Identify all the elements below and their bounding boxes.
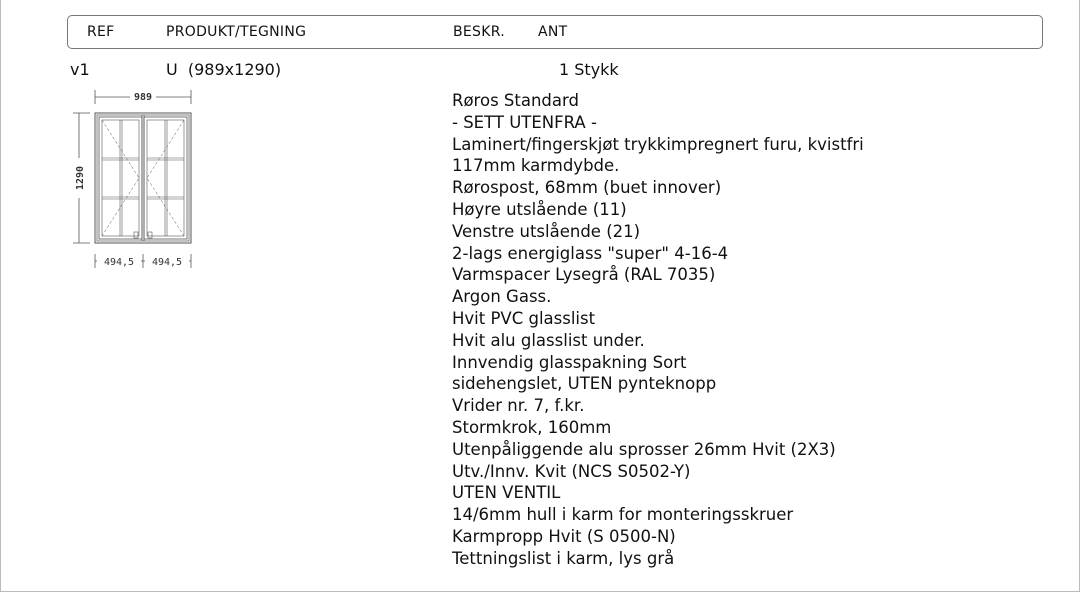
table-header <box>67 15 1043 49</box>
description-line: Tettningslist i karm, lys grå <box>452 548 675 568</box>
window-drawing <box>70 86 200 271</box>
description-line: Utenpåliggende alu sprosser 26mm Hvit (2X3) <box>452 439 836 459</box>
header-ref: REF <box>87 24 115 40</box>
height-label: 1290 <box>75 165 86 191</box>
item-quantity: 1 Stykk <box>559 60 619 79</box>
description-line: Hvit alu glasslist under. <box>452 330 645 350</box>
description-line: Røros Standard <box>452 91 579 110</box>
description-line: Laminert/fingerskjøt trykkimpregnert furu, kvistfri <box>452 134 864 154</box>
description-line: Hvit PVC glasslist <box>452 308 596 328</box>
header-produkt: PRODUKT/TEGNING <box>166 24 307 40</box>
description-line: 14/6mm hull i karm for monteringsskruer <box>452 505 794 525</box>
description-line: Utv./Innv. Kvit (NCS S0502-Y) <box>452 461 691 481</box>
description-line: Venstre utslående (21) <box>452 221 641 241</box>
description-line: Vrider nr. 7, f.kr. <box>452 396 585 416</box>
width-label: 989 <box>133 92 153 103</box>
description-line: UTEN VENTIL <box>452 483 561 503</box>
description-line: Argon Gass. <box>452 287 552 307</box>
description-line: Høyre utslående (11) <box>452 199 627 219</box>
description-list <box>452 90 864 570</box>
description-line: Varmspacer Lysegrå (RAL 7035) <box>452 265 716 285</box>
description-line: - SETT UTENFRA - <box>452 112 597 132</box>
description-line: Karmpropp Hvit (S 0500-N) <box>452 526 676 546</box>
description-line: 117mm karmdybde. <box>452 156 620 176</box>
description-line: Innvendig glasspakning Sort <box>452 352 687 372</box>
header-beskr: BESKR. <box>453 24 505 40</box>
window-frame <box>95 113 191 243</box>
description-line: sidehengslet, UTEN pynteknopp <box>452 374 717 394</box>
description-line: Stormkrok, 160mm <box>452 417 612 437</box>
header-ant: ANT <box>538 24 568 40</box>
description-line: 2-lags energiglass "super" 4-16-4 <box>452 243 729 263</box>
sash-left-label: 494,5 <box>103 257 135 268</box>
item-ref: v1 <box>70 60 90 79</box>
sash-right-label: 494,5 <box>151 257 183 268</box>
description-line: Rørospost, 68mm (buet innover) <box>452 178 722 198</box>
item-product: U (989x1290) <box>166 60 282 79</box>
